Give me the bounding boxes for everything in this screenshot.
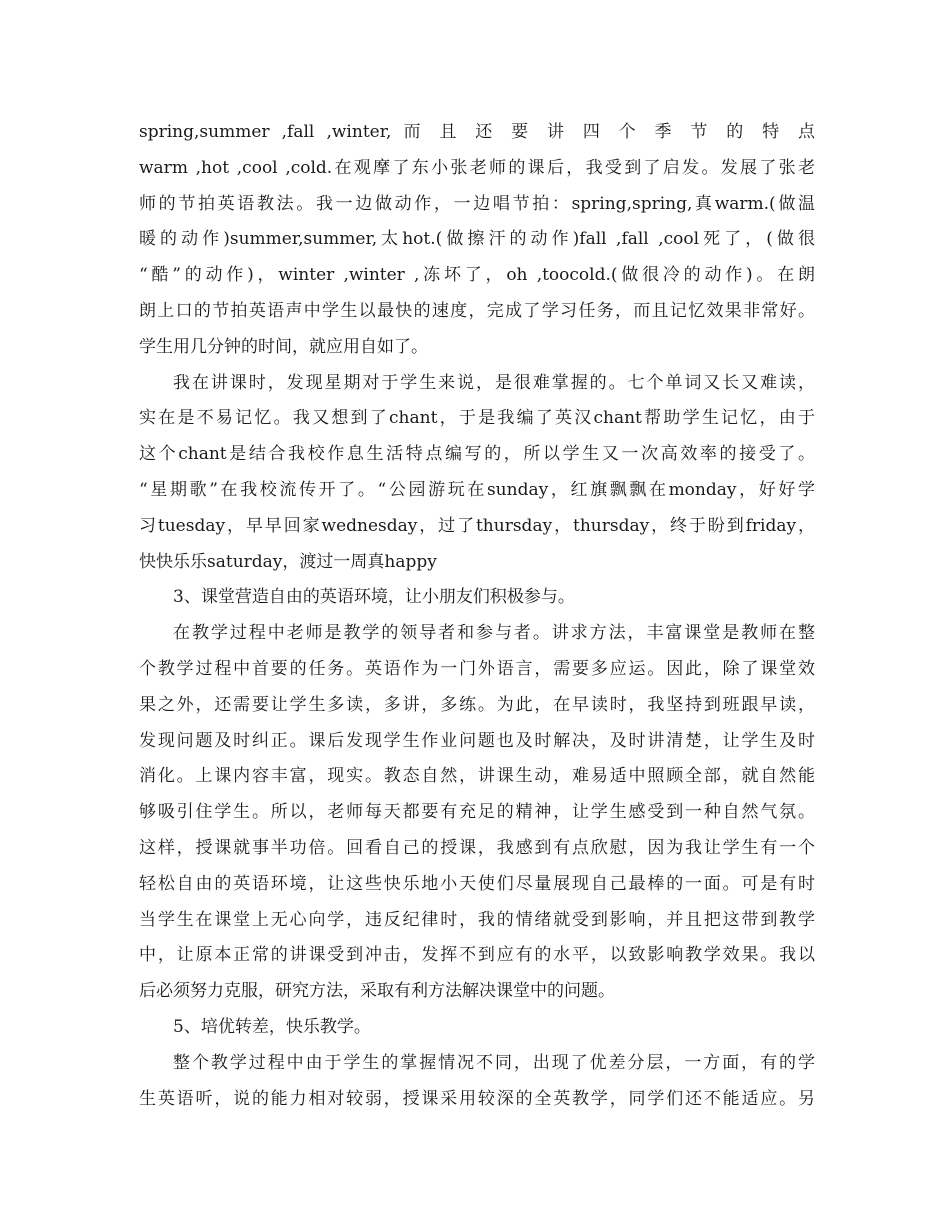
text-line: 师的节拍英语教法。我一边做动作，一边唱节拍：spring,spring,真warm.(做温 xyxy=(139,193,815,214)
section-heading: 3、课堂营造自由的英语环境，让小朋友们积极参与。 xyxy=(173,587,575,608)
text-line: 我在讲课时，发现星期对于学生来说，是很难掌握的。七个单词又长又难读， xyxy=(173,372,815,393)
text-line: 在教学过程中老师是教学的领导者和参与者。讲求方法，丰富课堂是教师在整 xyxy=(173,623,815,644)
text-line: 暖的动作)summer,summer,太hot.(做擦汗的动作)fall ,fall ,cool死了，(做很 xyxy=(139,229,815,250)
text-line: warm ,hot ,cool ,cold.在观摩了东小张老师的课后，我受到了启发。发展了张老 xyxy=(139,157,815,178)
section-heading: 5、培优转差，快乐教学。 xyxy=(173,1016,371,1037)
text-line: 当学生在课堂上无心向学，违反纪律时，我的情绪就受到影响，并且把这带到教学 xyxy=(139,909,815,930)
text-line: 够吸引住学生。所以，老师每天都要有充足的精神，让学生感受到一种自然气氛。 xyxy=(139,802,815,823)
text-line: 生英语听，说的能力相对较弱，授课采用较深的全英教学，同学们还不能适应。另 xyxy=(139,1088,815,1109)
text-line: 果之外，还需要让学生多读，多讲，多练。为此，在早读时，我坚持到班跟早读， xyxy=(139,694,815,715)
text-line: 轻松自由的英语环境，让这些快乐地小天使们尽量展现自己最棒的一面。可是有时 xyxy=(139,873,815,894)
text-line: 习tuesday，早早回家wednesday，过了thursday，thursday，终于盼到friday， xyxy=(139,515,815,536)
text-line: “酷”的动作)，winter ,winter ,冻坏了，oh ,toocold.(做很冷的动作)。在朗 xyxy=(139,265,815,286)
text-line: 发现问题及时纠正。课后发现学生作业问题也及时解决，及时讲清楚，让学生及时 xyxy=(139,730,815,751)
text-line: “星期歌”在我校流传开了。“公园游玩在sunday，红旗飘飘在monday，好好学 xyxy=(139,479,815,500)
text-line: 整个教学过程中由于学生的掌握情况不同，出现了优差分层，一方面，有的学 xyxy=(173,1052,815,1073)
text-line: 实在是不易记忆。我又想到了chant，于是我编了英汉chant帮助学生记忆，由于 xyxy=(139,408,815,429)
text-line: 朗上口的节拍英语声中学生以最快的速度，完成了学习任务，而且记忆效果非常好。 xyxy=(139,300,815,321)
text-line: 后必须努力克服，研究方法，采取有利方法解决课堂中的问题。 xyxy=(139,981,615,1002)
text-line: 快快乐乐saturday，渡过一周真happy xyxy=(139,551,437,572)
text-line: 中，让原本正常的讲课受到冲击，发挥不到应有的水平，以致影响教学效果。我以 xyxy=(139,945,815,966)
text-line: 个教学过程中首要的任务。英语作为一门外语言，需要多应运。因此，除了课堂效 xyxy=(139,658,815,679)
document-body xyxy=(139,115,815,1117)
text-line: 学生用几分钟的时间，就应用自如了。 xyxy=(139,336,428,357)
text-line: 这个chant是结合我校作息生活特点编写的，所以学生又一次高效率的接受了。 xyxy=(139,444,815,465)
text-line: spring,summer ,fall ,winter, 而 且 还 要 讲 四 个 季 节 的 特 点 xyxy=(139,122,815,142)
text-line: 这样，授课就事半功倍。回看自己的授课，我感到有点欣慰，因为我让学生有一个 xyxy=(139,837,815,858)
text-line: 消化。上课内容丰富，现实。教态自然，讲课生动，难易适中照顾全部，就自然能 xyxy=(139,766,815,787)
